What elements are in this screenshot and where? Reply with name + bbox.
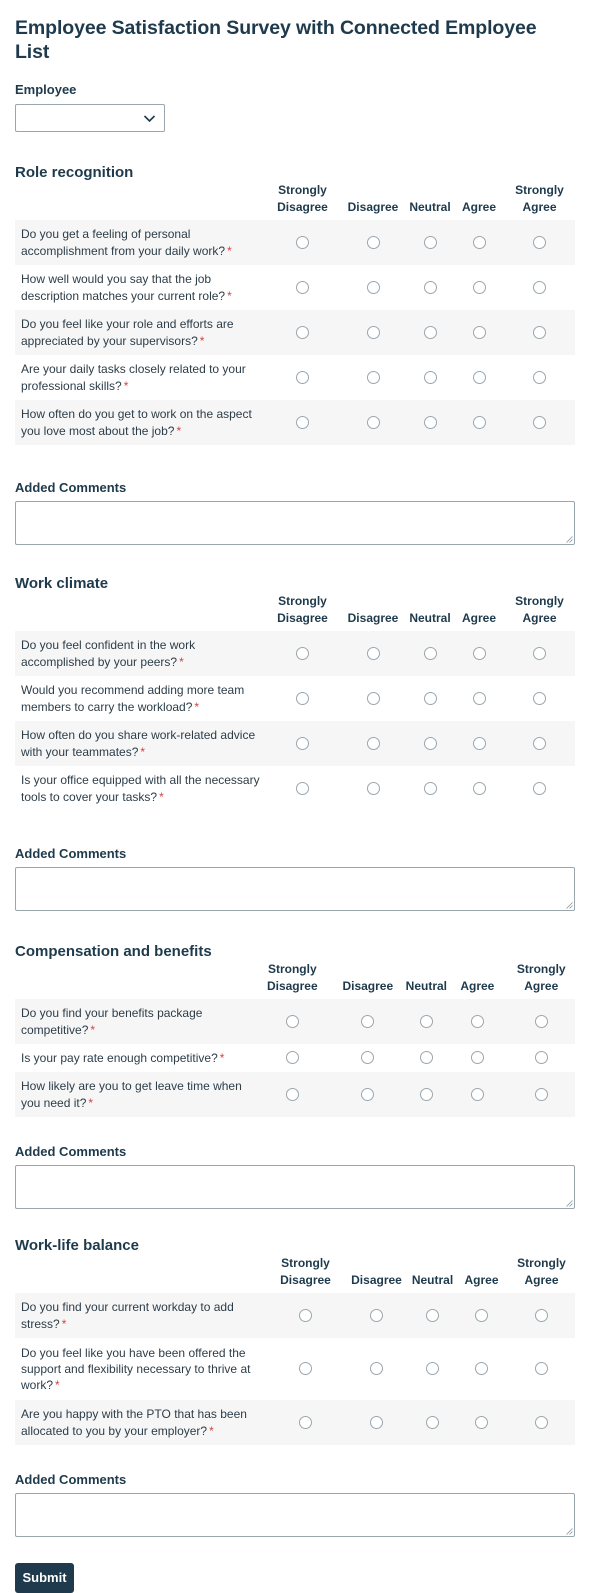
radio-button[interactable] — [424, 416, 437, 429]
question-text: How often do you share work-related advice with your teammates? — [21, 728, 256, 759]
radio-cell — [508, 1338, 575, 1400]
radio-cell — [454, 766, 504, 811]
question-text: How often do you get to work on the aspect you love most about the job? — [21, 407, 252, 438]
radio-cell — [406, 721, 454, 766]
scale-header: Agree — [464, 1272, 499, 1287]
radio-button[interactable] — [426, 1309, 439, 1322]
radio-cell — [454, 400, 504, 445]
question-row — [15, 265, 575, 310]
radio-button[interactable] — [296, 737, 309, 750]
radio-button[interactable] — [367, 326, 380, 339]
question-cell — [15, 400, 265, 445]
likert-matrix — [15, 593, 575, 811]
likert-matrix — [15, 1255, 575, 1445]
radio-button[interactable] — [424, 236, 437, 249]
section-title: Work-life balance — [15, 1237, 139, 1254]
matrix-corner — [15, 593, 265, 631]
resize-handle-icon[interactable] — [566, 1200, 573, 1207]
radio-button[interactable] — [535, 1015, 548, 1028]
radio-cell — [265, 721, 340, 766]
radio-cell — [504, 265, 575, 310]
question-cell — [15, 721, 265, 766]
question-cell — [15, 1400, 268, 1445]
radio-cell — [265, 631, 340, 676]
question-text: Do you feel confident in the work accomplished by your peers? — [21, 638, 196, 669]
radio-cell — [265, 220, 340, 265]
radio-button[interactable] — [367, 737, 380, 750]
radio-button[interactable] — [367, 281, 380, 294]
radio-button[interactable] — [299, 1416, 312, 1429]
scale-header: Neutral — [405, 978, 447, 993]
radio-cell — [504, 766, 575, 811]
radio-cell — [343, 1293, 410, 1338]
required-asterisk: * — [61, 1316, 67, 1331]
radio-cell — [504, 310, 575, 355]
question-cell — [15, 999, 255, 1044]
comments-field — [15, 1472, 575, 1537]
radio-cell — [340, 220, 406, 265]
radio-cell — [268, 1293, 343, 1338]
radio-cell — [454, 355, 504, 400]
radio-button[interactable] — [299, 1362, 312, 1375]
radio-cell — [455, 1338, 508, 1400]
radio-cell — [406, 265, 454, 310]
radio-button[interactable] — [533, 281, 546, 294]
comments-label: Added Comments — [15, 1472, 127, 1487]
radio-cell — [340, 400, 406, 445]
radio-button[interactable] — [367, 236, 380, 249]
radio-button[interactable] — [471, 1088, 484, 1101]
scale-header: Strongly Agree — [515, 183, 564, 214]
radio-cell — [504, 721, 575, 766]
radio-cell — [265, 355, 340, 400]
comments-textarea[interactable] — [15, 867, 575, 911]
radio-cell — [455, 1400, 508, 1445]
question-text: Are your daily tasks closely related to your professional skills? — [21, 362, 246, 393]
radio-button[interactable] — [471, 1051, 484, 1064]
radio-cell — [447, 1044, 507, 1072]
radio-button[interactable] — [533, 782, 546, 795]
resize-handle-icon[interactable] — [566, 536, 573, 543]
radio-cell — [340, 265, 406, 310]
radio-button[interactable] — [473, 281, 486, 294]
survey-sections — [15, 164, 575, 1537]
question-text: Do you feel like you have been offered the support and flexibility necessary to thrive at work? — [21, 1345, 251, 1393]
scale-header: Strongly Agree — [517, 1256, 566, 1287]
radio-cell — [447, 999, 507, 1044]
radio-button[interactable] — [296, 326, 309, 339]
radio-button[interactable] — [535, 1088, 548, 1101]
question-text: How likely are you to get leave time when you need it? — [21, 1079, 242, 1110]
question-row — [15, 1044, 575, 1072]
scale-header: Strongly Disagree — [277, 183, 328, 214]
radio-cell — [340, 676, 406, 721]
question-row — [15, 1072, 575, 1117]
page-title: Employee Satisfaction Survey with Connected Employee List — [15, 17, 537, 63]
radio-cell — [410, 1338, 455, 1400]
radio-button[interactable] — [370, 1362, 383, 1375]
radio-button[interactable] — [420, 1088, 433, 1101]
question-text: Do you find your benefits package competitive? — [21, 1006, 203, 1037]
question-cell — [15, 265, 265, 310]
radio-cell — [343, 1400, 410, 1445]
question-row — [15, 355, 575, 400]
radio-cell — [406, 220, 454, 265]
resize-handle-icon[interactable] — [566, 1528, 573, 1535]
radio-button[interactable] — [533, 371, 546, 384]
question-row — [15, 766, 575, 811]
radio-button[interactable] — [424, 692, 437, 705]
radio-button[interactable] — [424, 371, 437, 384]
comments-textarea[interactable] — [15, 1165, 575, 1209]
radio-button[interactable] — [424, 326, 437, 339]
radio-button[interactable] — [475, 1309, 488, 1322]
scale-header: Disagree — [342, 978, 394, 993]
question-cell — [15, 1072, 255, 1117]
section-title: Compensation and benefits — [15, 943, 212, 960]
survey-section — [15, 1237, 575, 1537]
radio-button[interactable] — [424, 281, 437, 294]
radio-button[interactable] — [286, 1051, 299, 1064]
radio-cell — [504, 220, 575, 265]
section-title: Work climate — [15, 575, 109, 592]
radio-button[interactable] — [367, 647, 380, 660]
radio-cell — [504, 631, 575, 676]
radio-button[interactable] — [473, 737, 486, 750]
survey-section — [15, 575, 575, 911]
radio-cell — [504, 400, 575, 445]
radio-button[interactable] — [535, 1416, 548, 1429]
radio-button[interactable] — [296, 281, 309, 294]
radio-cell — [340, 766, 406, 811]
scale-header: Neutral — [409, 610, 451, 625]
scale-header: Agree — [460, 978, 495, 993]
radio-button[interactable] — [533, 416, 546, 429]
radio-button[interactable] — [473, 782, 486, 795]
required-asterisk: * — [199, 333, 205, 348]
radio-cell — [406, 400, 454, 445]
question-cell — [15, 1044, 255, 1072]
scale-header: Strongly Agree — [515, 594, 564, 625]
scale-header: Disagree — [351, 1272, 402, 1287]
radio-button[interactable] — [367, 416, 380, 429]
comments-field — [15, 480, 575, 545]
question-row — [15, 310, 575, 355]
radio-cell — [255, 1072, 330, 1117]
required-asterisk: * — [176, 423, 182, 438]
matrix-corner — [15, 961, 255, 999]
question-text: Do you get a feeling of personal accomplishment from your daily work? — [21, 227, 226, 258]
radio-button[interactable] — [361, 1015, 374, 1028]
radio-button[interactable] — [473, 647, 486, 660]
radio-cell — [255, 999, 330, 1044]
radio-button[interactable] — [475, 1416, 488, 1429]
question-cell — [15, 220, 265, 265]
radio-button[interactable] — [473, 371, 486, 384]
comments-label: Added Comments — [15, 1144, 127, 1159]
radio-cell — [406, 999, 448, 1044]
question-cell — [15, 1338, 268, 1400]
radio-button[interactable] — [424, 782, 437, 795]
radio-cell — [508, 1044, 575, 1072]
question-cell — [15, 631, 265, 676]
radio-button[interactable] — [471, 1015, 484, 1028]
radio-button[interactable] — [533, 737, 546, 750]
question-text: Do you feel like your role and efforts are appreciated by your supervisors? — [21, 317, 234, 348]
radio-cell — [265, 400, 340, 445]
likert-matrix — [15, 961, 575, 1117]
radio-button[interactable] — [367, 371, 380, 384]
radio-button[interactable] — [426, 1416, 439, 1429]
question-row — [15, 220, 575, 265]
radio-cell — [406, 631, 454, 676]
radio-button[interactable] — [533, 647, 546, 660]
radio-button[interactable] — [473, 326, 486, 339]
radio-cell — [340, 721, 406, 766]
radio-button[interactable] — [299, 1309, 312, 1322]
radio-cell — [406, 310, 454, 355]
radio-button[interactable] — [420, 1015, 433, 1028]
radio-cell — [268, 1400, 343, 1445]
radio-cell — [504, 355, 575, 400]
radio-button[interactable] — [424, 647, 437, 660]
question-row — [15, 676, 575, 721]
employee-label: Employee — [15, 82, 77, 97]
radio-cell — [508, 1400, 575, 1445]
radio-cell — [508, 999, 575, 1044]
radio-button[interactable] — [475, 1362, 488, 1375]
question-text: Do you find your current workday to add stress? — [21, 1300, 234, 1331]
required-asterisk: * — [209, 1423, 214, 1438]
radio-button[interactable] — [361, 1051, 374, 1064]
radio-cell — [340, 310, 406, 355]
radio-cell — [508, 1293, 575, 1338]
radio-cell — [454, 721, 504, 766]
question-row — [15, 999, 575, 1044]
radio-cell — [406, 766, 454, 811]
radio-cell — [406, 1044, 448, 1072]
radio-cell — [330, 1072, 405, 1117]
radio-button[interactable] — [535, 1362, 548, 1375]
required-asterisk: * — [88, 1095, 94, 1110]
radio-cell — [454, 310, 504, 355]
question-text: Are you happy with the PTO that has been allocated to you by your employer? — [21, 1407, 247, 1438]
radio-button[interactable] — [420, 1051, 433, 1064]
comments-label: Added Comments — [15, 480, 127, 495]
scale-header: Disagree — [347, 610, 399, 625]
radio-button[interactable] — [473, 416, 486, 429]
radio-cell — [268, 1338, 343, 1400]
matrix-corner — [15, 182, 265, 220]
scale-header: Agree — [461, 610, 496, 625]
radio-button[interactable] — [370, 1309, 383, 1322]
scale-header: Neutral — [411, 1272, 454, 1287]
radio-button[interactable] — [535, 1309, 548, 1322]
radio-cell — [504, 676, 575, 721]
employee-select[interactable] — [15, 104, 165, 132]
survey-section — [15, 943, 575, 1209]
survey-section — [15, 164, 575, 545]
scale-header: Strongly Disagree — [280, 1256, 331, 1287]
question-row — [15, 1400, 575, 1445]
radio-button[interactable] — [533, 326, 546, 339]
radio-button[interactable] — [370, 1416, 383, 1429]
radio-cell — [255, 1044, 330, 1072]
comments-textarea[interactable] — [15, 501, 575, 545]
question-text: Would you recommend adding more team members to carry the workload? — [21, 683, 245, 714]
radio-cell — [340, 631, 406, 676]
required-asterisk: * — [194, 699, 200, 714]
radio-button[interactable] — [533, 692, 546, 705]
radio-cell — [454, 676, 504, 721]
required-asterisk: * — [159, 789, 164, 804]
question-cell — [15, 676, 265, 721]
chevron-down-icon — [143, 112, 156, 125]
radio-button[interactable] — [286, 1088, 299, 1101]
radio-cell — [454, 265, 504, 310]
radio-cell — [508, 1072, 575, 1117]
radio-button[interactable] — [533, 236, 546, 249]
scale-header: Agree — [461, 199, 496, 214]
radio-button[interactable] — [296, 416, 309, 429]
radio-button[interactable] — [473, 236, 486, 249]
radio-button[interactable] — [296, 782, 309, 795]
radio-button[interactable] — [361, 1088, 374, 1101]
question-cell — [15, 1293, 268, 1338]
radio-cell — [340, 355, 406, 400]
scale-header: Disagree — [347, 199, 399, 214]
section-title: Role recognition — [15, 164, 134, 181]
required-asterisk: * — [90, 1022, 96, 1037]
comments-field — [15, 846, 575, 911]
comments-textarea[interactable] — [15, 1493, 575, 1537]
radio-button[interactable] — [424, 737, 437, 750]
scale-header: Strongly Disagree — [277, 594, 328, 625]
radio-cell — [265, 265, 340, 310]
question-row — [15, 1338, 575, 1400]
required-asterisk: * — [227, 243, 232, 258]
radio-cell — [406, 1072, 448, 1117]
radio-button[interactable] — [535, 1051, 548, 1064]
scale-header: Strongly Agree — [516, 962, 566, 993]
matrix-corner — [15, 1255, 268, 1293]
radio-cell — [410, 1293, 455, 1338]
question-text: Is your pay rate enough competitive? — [21, 1050, 218, 1065]
required-asterisk: * — [140, 744, 146, 759]
radio-button[interactable] — [367, 692, 380, 705]
radio-cell — [406, 355, 454, 400]
radio-cell — [447, 1072, 507, 1117]
radio-cell — [265, 766, 340, 811]
radio-button[interactable] — [296, 236, 309, 249]
radio-button[interactable] — [286, 1015, 299, 1028]
comments-field — [15, 1144, 575, 1209]
question-row — [15, 1293, 575, 1338]
question-cell — [15, 310, 265, 355]
radio-cell — [265, 310, 340, 355]
radio-cell — [454, 631, 504, 676]
radio-button[interactable] — [367, 782, 380, 795]
resize-handle-icon[interactable] — [566, 902, 573, 909]
required-asterisk: * — [179, 654, 184, 669]
radio-button[interactable] — [296, 371, 309, 384]
question-text: Is your office equipped with all the necessary tools to cover your tasks? — [21, 773, 260, 804]
required-asterisk: * — [227, 288, 232, 303]
question-row — [15, 400, 575, 445]
question-row — [15, 721, 575, 766]
comments-label: Added Comments — [15, 846, 127, 861]
radio-cell — [410, 1400, 455, 1445]
question-row — [15, 631, 575, 676]
radio-cell — [330, 999, 405, 1044]
scale-header: Neutral — [409, 199, 451, 214]
radio-cell — [406, 676, 454, 721]
radio-cell — [343, 1338, 410, 1400]
radio-button[interactable] — [426, 1362, 439, 1375]
required-asterisk: * — [123, 378, 129, 393]
radio-button[interactable] — [296, 692, 309, 705]
radio-cell — [330, 1044, 405, 1072]
question-cell — [15, 766, 265, 811]
radio-cell — [454, 220, 504, 265]
radio-cell — [455, 1293, 508, 1338]
likert-matrix — [15, 182, 575, 445]
radio-cell — [265, 676, 340, 721]
required-asterisk: * — [55, 1378, 60, 1393]
question-text: How well would you say that the job description matches your current role? — [21, 272, 226, 303]
radio-button[interactable] — [473, 692, 486, 705]
radio-button[interactable] — [296, 647, 309, 660]
required-asterisk: * — [219, 1050, 225, 1065]
submit-button[interactable]: Submit — [15, 1563, 74, 1593]
question-cell — [15, 355, 265, 400]
scale-header: Strongly Disagree — [266, 962, 318, 993]
